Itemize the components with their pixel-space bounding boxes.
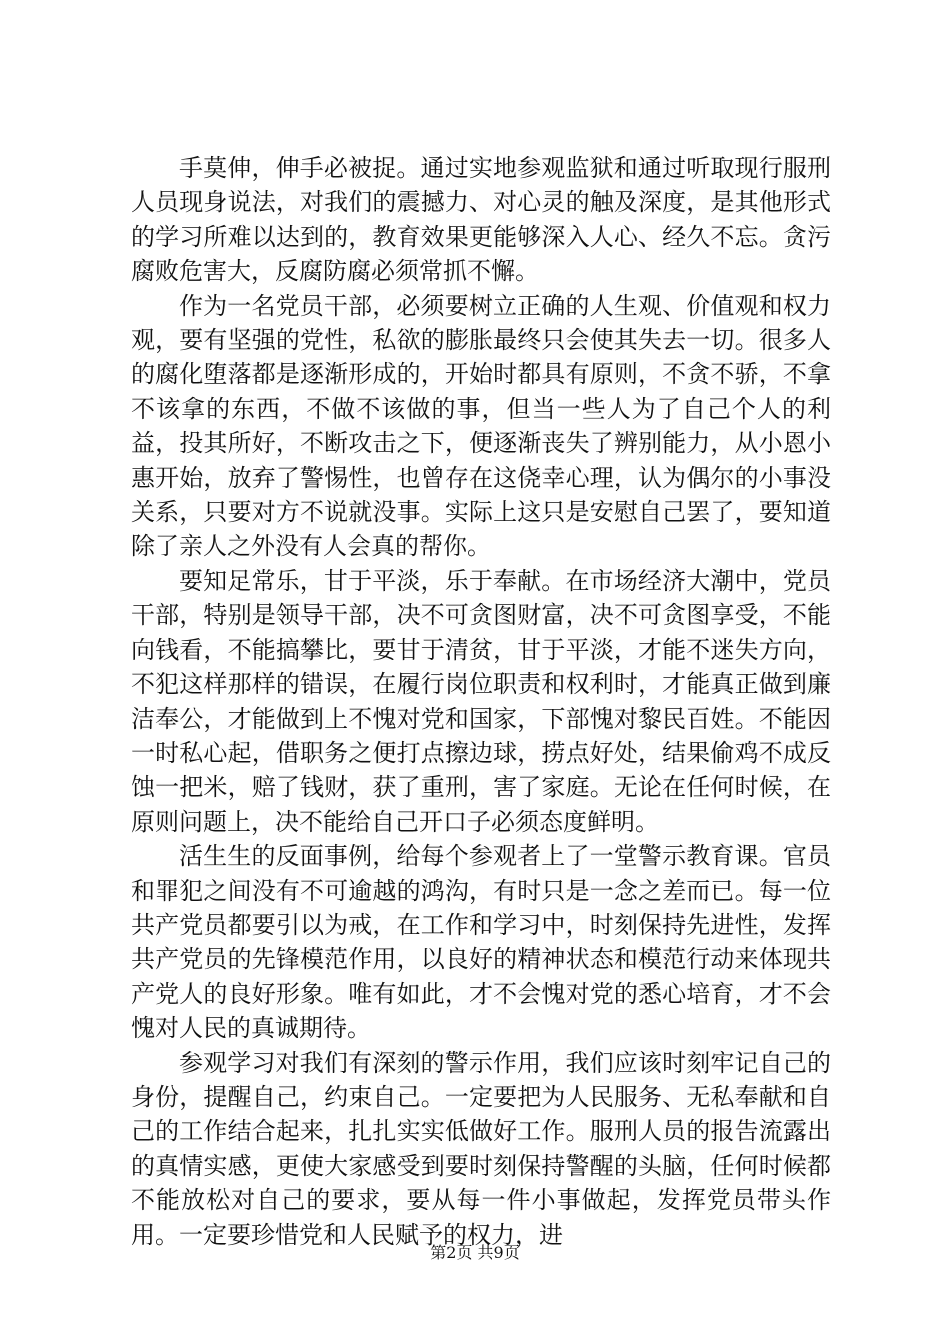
paragraph-3: 要知足常乐，甘于平淡，乐于奉献。在市场经济大潮中，党员干部，特别是领导干部，决不可贪图财富，决不可贪图享受，不能向钱看，不能搞攀比，要甘于清贫，甘于平淡，才能不迷失方向，不犯这样那样的错误，在履行岗位职责和权利时，才能真正做到廉洁奉公，才能做到上不愧对党和国家，下部愧对黎民百姓。不能因一时私心起，借职务之便打点擦边球，捞点好处，结果偷鸡不成反蚀一把米，赔了钱财，获了重刑，害了家庭。无论在任何时候，在原则问题上，决不能给自己开口子必须态度鲜明。 (131, 566, 831, 836)
paragraph-4: 活生生的反面事例，给每个参观者上了一堂警示教育课。官员和罪犯之间没有不可逾越的鸿沟，有时只是一念之差而已。每一位共产党员都要引以为戒，在工作和学习中，时刻保持先进性，发挥共产党员的先锋模范作用，以良好的精神状态和模范行动来体现共产党人的良好形象。唯有如此，才不会愧对党的悉心培育，才不会愧对人民的真诚期待。 (131, 842, 831, 1043)
paragraph-5: 参观学习对我们有深刻的警示作用，我们应该时刻牢记自己的身份，提醒自己，约束自己。一定要把为人民服务、无私奉献和自己的工作结合起来，扎扎实实低做好工作。服刑人员的报告流露出的真情实感，更使大家感受到要时刻保持警醒的头脑，任何时候都不能放松对自己的要求，要从每一件小事做起，发挥党员带头作用。一定要珍惜党和人民赋予的权力，进 (131, 1048, 831, 1249)
page-footer (0, 1243, 950, 1263)
document-body (131, 151, 831, 1252)
paragraph-1: 手莫伸，伸手必被捉。通过实地参观监狱和通过听取现行服刑人员现身说法，对我们的震撼力、对心灵的触及深度，是其他形式的学习所难以达到的，教育效果更能够深入人心、经久不忘。贪污腐败危害大，反腐防腐必须常抓不懈。 (131, 154, 831, 286)
paragraph-2: 作为一名党员干部，必须要树立正确的人生观、价值观和权力观，要有坚强的党性，私欲的膨胀最终只会使其失去一切。很多人的腐化堕落都是逐渐形成的，开始时都具有原则，不贪不骄，不拿不该拿的东西，不做不该做的事，但当一些人为了自己个人的利益，投其所好，不断攻击之下，便逐渐丧失了辨别能力，从小恩小惠开始，放弃了警惕性，也曾存在这侥幸心理，认为偶尔的小事没关系，只要对方不说就没事。实际上这只是安慰自己罢了，要知道除了亲人之外没有人会真的帮你。 (131, 291, 831, 561)
page-number-label: 第2页 共9页 (430, 1243, 520, 1262)
